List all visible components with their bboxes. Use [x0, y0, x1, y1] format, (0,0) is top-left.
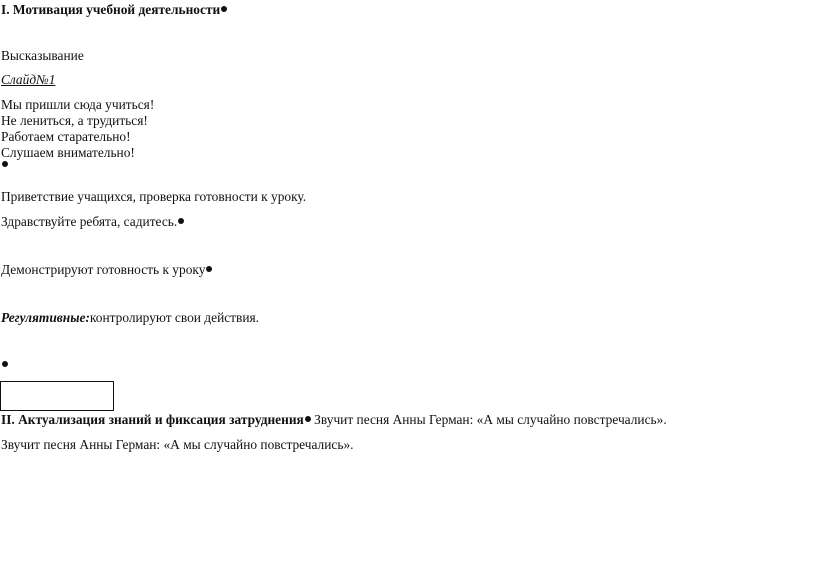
bullet-icon [305, 416, 311, 422]
empty-text-box [0, 381, 114, 411]
motto-poem [1, 97, 154, 167]
section-2-heading [1, 412, 667, 428]
poem-line-2: Не лениться, а трудиться! [1, 113, 148, 128]
poem-line-3: Работаем старательно! [1, 129, 131, 144]
bullet-icon [221, 6, 227, 12]
poem-line-4-wrap [1, 145, 154, 167]
statement-label: Высказывание [1, 48, 84, 63]
greeting-check-text: Приветствие учащихся, проверка готовности к уроку. [1, 189, 307, 204]
slide-label: Слайд№1 [1, 72, 56, 87]
poem-line-4: Слушаем внимательно! [1, 145, 135, 160]
bullet-icon [178, 218, 184, 224]
regulative-text: контролируют свои действия. [89, 310, 260, 325]
section-1-title: I. Мотивация учебной деятельности [1, 2, 221, 17]
regulative-line [1, 310, 259, 326]
bullet-icon [2, 161, 8, 167]
section-1-heading [1, 2, 227, 18]
students-readiness-text: Демонстрируют готовность к уроку [1, 262, 206, 277]
song-line: Звучит песня Анны Герман: «А мы случайно повстречались». [1, 437, 354, 452]
teacher-greeting-text: Здравствуйте ребята, садитесь. [1, 214, 178, 229]
regulative-label: Регулятивные: [1, 310, 90, 325]
poem-line-1: Мы пришли сюда учиться! [1, 97, 155, 112]
students-readiness [1, 262, 212, 278]
bullet-icon [2, 361, 8, 367]
section-2-title: II. Актуализация знаний и фиксация затруднения [1, 412, 304, 427]
teacher-greeting [1, 214, 184, 230]
song-inline-text: Звучит песня Анны Герман: «А мы случайно повстречались». [314, 412, 667, 427]
bullet-icon [206, 266, 212, 272]
standalone-bullet [1, 357, 8, 373]
